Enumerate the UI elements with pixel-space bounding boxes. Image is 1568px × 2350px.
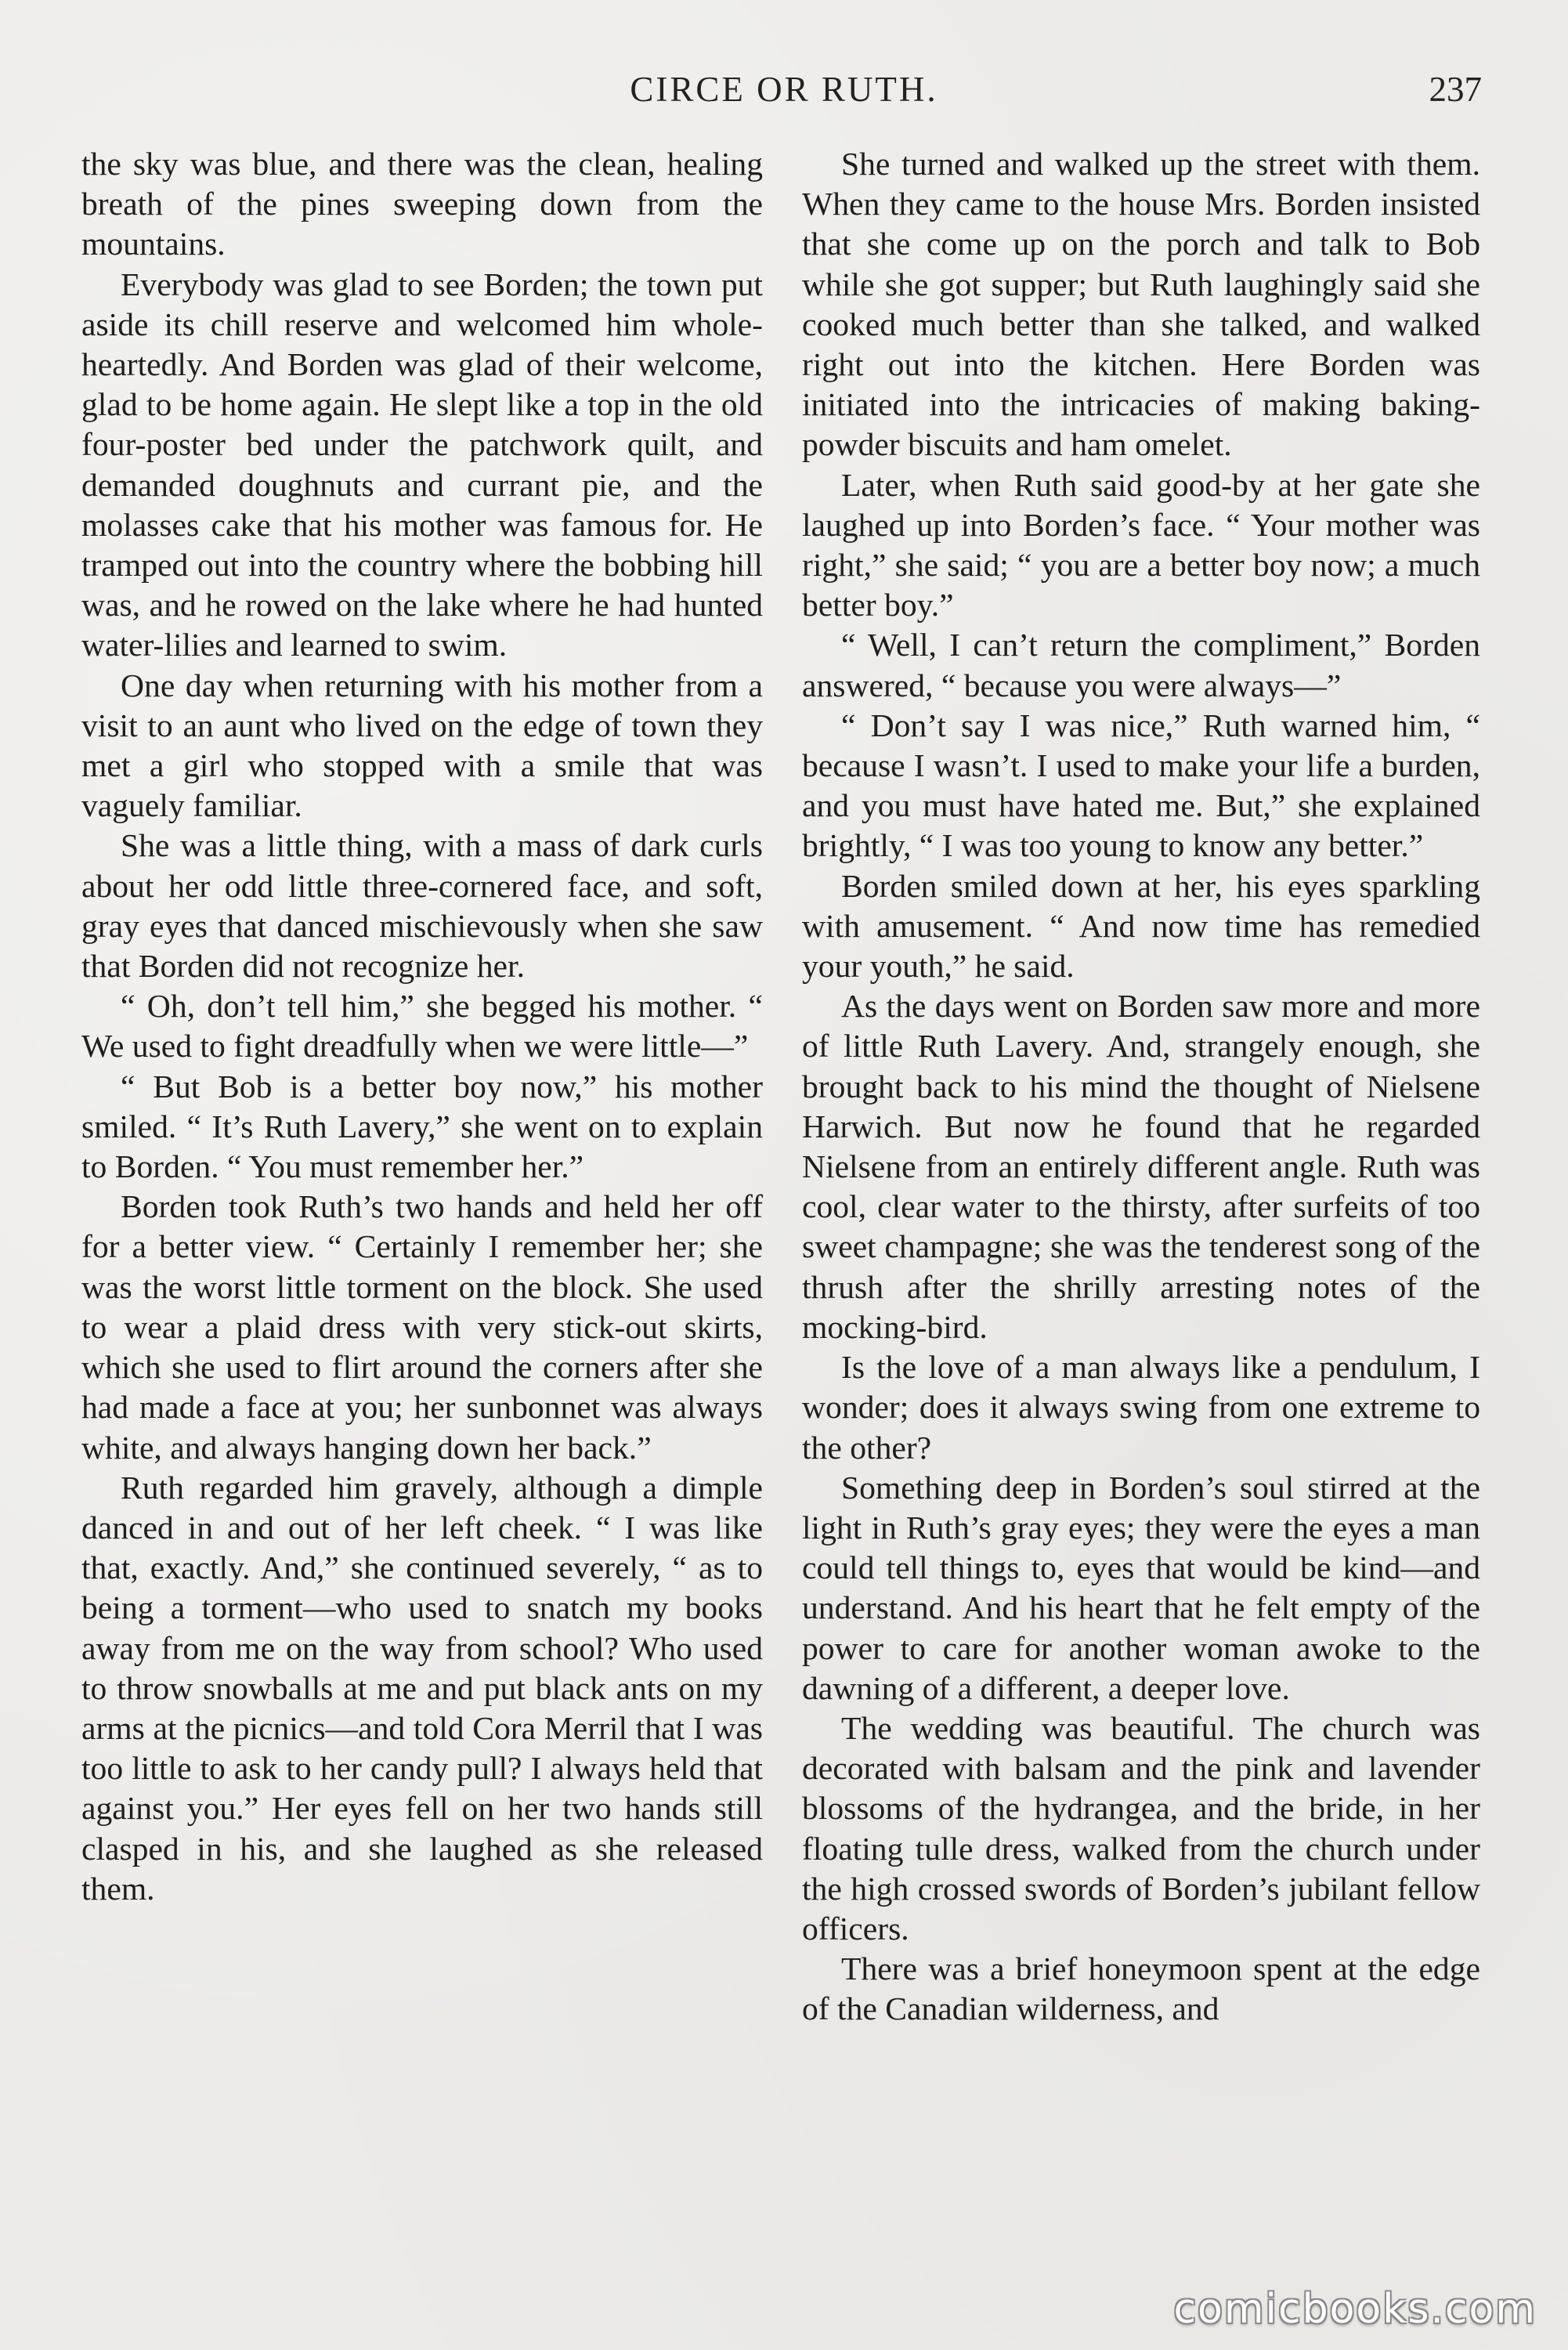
- paragraph: Borden took Ruth’s two hands and held her off for a better view. “ Certainly I remember her; she was the worst little torment on the block. She used to wear a plaid dress with very stick-out skirts, which she used to flirt around the corners after she had made a face at you; her sunbonnet was always white, and always hanging down her back.”: [81, 1188, 763, 1466]
- paragraph: “ Don’t say I was nice,” Ruth warned him, “ because I wasn’t. I used to make your life a burden, and you must have hated me. But,” she explained brightly, “ I was too young to know any better.”: [802, 707, 1480, 864]
- paragraph: She turned and walked up the street with them. When they came to the house Mrs. Borden insisted that she come up on the porch and talk to Bob while she got supper; but Ruth laughingly said she cooked much better than she talked, and walked right out into the kitchen. Here Borden was initiated into the intricacies of making baking-powder biscuits and ham omelet.: [802, 146, 1480, 463]
- paragraph: “ But Bob is a better boy now,” his mother smiled. “ It’s Ruth Lavery,” she went on to explain to Borden. “ You must remember her.”: [81, 1068, 763, 1185]
- running-title: CIRCE OR RUTH.: [630, 70, 938, 109]
- paragraph: She was a little thing, with a mass of dark curls about her odd little three-cornered face, and soft, gray eyes that danced mischievously when she saw that Borden did not recognize her.: [81, 827, 763, 985]
- paragraph: Ruth regarded him gravely, although a dimple danced in and out of her left cheek. “ I was like that, exactly. And,” she continued severely, “ as to being a torment—who used to snatch my books away from me on the way from school? Who used to throw snowballs at me and put black ants on my arms at the picnics—and told Cora Merril that I was too little to ask to her candy pull? I always held that against you.” Her eyes fell on her two hands still clasped in his, and she laughed as she released them.: [81, 1469, 763, 1907]
- paragraph: the sky was blue, and there was the clean, healing breath of the pines sweeping down from the mountains.: [81, 146, 763, 262]
- page-number: 237: [1429, 70, 1482, 109]
- paragraph: As the days went on Borden saw more and more of little Ruth Lavery. And, strangely enough, she brought back to his mind the thought of Nielsene Harwich. But now he found that he regarded Nielsene from an entirely different angle. Ruth was cool, clear water to the thirsty, after surfeits of too sweet champagne; she was the tenderest song of the thrush after the shrilly arresting notes of the mocking-bird.: [802, 988, 1480, 1345]
- paragraph: “ Oh, don’t tell him,” she begged his mother. “ We used to fight dreadfully when we were little—”: [81, 988, 763, 1065]
- paragraph: One day when returning with his mother from a visit to an aunt who lived on the edge of town they met a girl who stopped with a smile that was vaguely familiar.: [81, 667, 763, 824]
- right-text-column: [802, 144, 1480, 2030]
- paragraph: Something deep in Borden’s soul stirred at the light in Ruth’s gray eyes; they were the eyes a man could tell things to, eyes that would be kind—and understand. And his heart that he felt empty of the power to care for another woman awoke to the dawning of a different, a deeper love.: [802, 1469, 1480, 1706]
- paragraph: Later, when Ruth said good-by at her gate she laughed up into Borden’s face. “ Your mother was right,” she said; “ you are a better boy now; a much better boy.”: [802, 466, 1480, 624]
- left-text-column: [81, 144, 763, 1909]
- paragraph: Everybody was glad to see Borden; the town put aside its chill reserve and welcomed him whole-heartedly. And Borden was glad of their welcome, glad to be home again. He slept like a top in the old four-poster bed under the patchwork quilt, and demanded doughnuts and currant pie, and the molasses cake that his mother was famous for. He tramped out into the country where the bobbing hill was, and he rowed on the lake where he had hunted water-lilies and learned to swim.: [81, 266, 763, 663]
- paragraph: “ Well, I can’t return the compliment,” Borden answered, “ because you were always—”: [802, 627, 1480, 703]
- running-head: [0, 69, 1568, 116]
- paragraph: The wedding was beautiful. The church was decorated with balsam and the pink and lavender blossoms of the hydrangea, and the bride, in her floating tulle dress, walked from the church under the high crossed swords of Borden’s jubilant fellow officers.: [802, 1709, 1480, 1947]
- paragraph: Borden smiled down at her, his eyes sparkling with amusement. “ And now time has remedied your youth,” he said.: [802, 867, 1480, 985]
- paragraph: There was a brief honeymoon spent at the edge of the Canadian wilderness, and: [802, 1950, 1480, 2027]
- paragraph: Is the love of a man always like a pendulum, I wonder; does it always swing from one extreme to the other?: [802, 1349, 1480, 1466]
- watermark-logo: comicbooks.com: [1173, 2286, 1537, 2333]
